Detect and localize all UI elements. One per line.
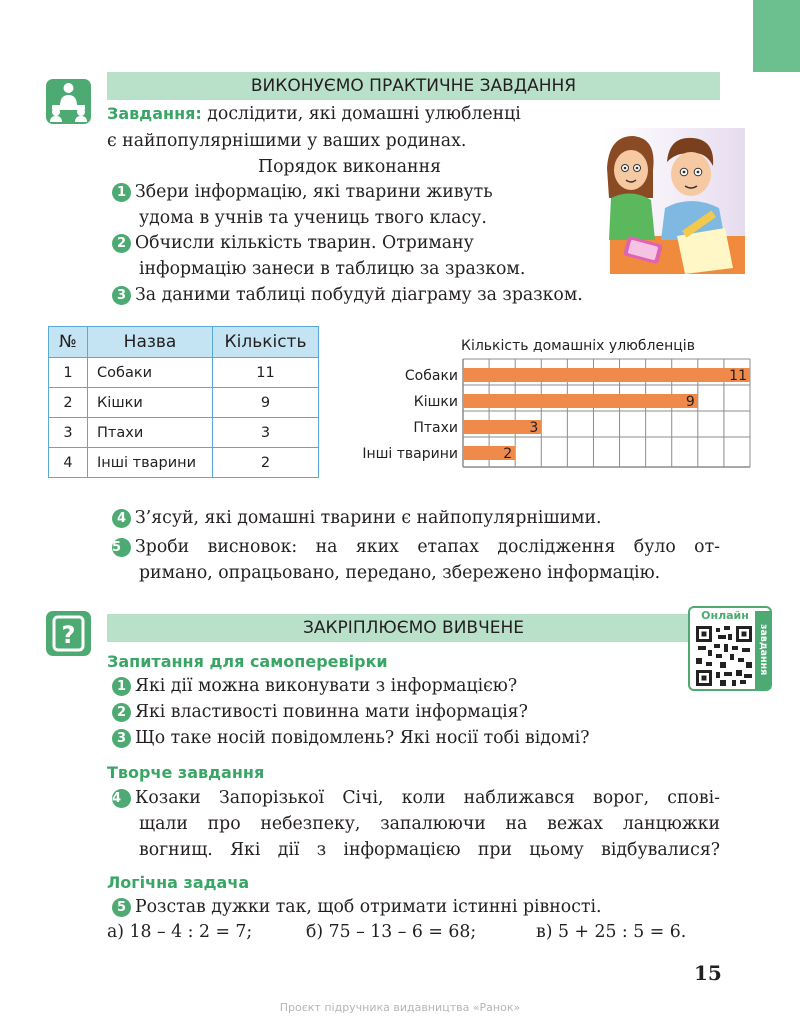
chart-data-label: 9 xyxy=(685,394,695,410)
step-5-line-1 xyxy=(112,537,720,557)
table-row xyxy=(49,448,319,478)
table-cell: 4 xyxy=(49,448,88,478)
step-5-text-1: Зроби висновок: на яких етапах дослідження було от- xyxy=(135,537,720,557)
table-cell: 2 xyxy=(213,448,319,478)
task-text-1: дослідити, які домашні улюбленці xyxy=(201,104,521,124)
step-2-line-1 xyxy=(112,233,474,253)
pets-table xyxy=(48,326,319,478)
table-header-row xyxy=(49,327,319,358)
practical-task-icon xyxy=(46,79,91,124)
step-3-line xyxy=(112,285,583,305)
procedure-title: Порядок виконання xyxy=(258,157,441,177)
equation-a-label: а) xyxy=(107,922,125,942)
step-5-badge: 5 xyxy=(112,538,131,557)
section-title-practical: ВИКОНУЄМО ПРАКТИЧНЕ ЗАВДАННЯ xyxy=(107,72,720,100)
question-1 xyxy=(112,676,517,696)
step-2-line-2: інформацію занеси в таблицю за зразком. xyxy=(139,259,526,279)
equation-b-expr: 75 – 13 – 6 = 68; xyxy=(328,922,477,942)
question-2 xyxy=(112,702,528,722)
table-row xyxy=(49,418,319,448)
table-cell: 3 xyxy=(49,418,88,448)
chart-data-label: 11 xyxy=(729,368,747,384)
table-header-cell: Назва xyxy=(88,327,213,358)
selfcheck-heading: Запитання для самоперевірки xyxy=(107,652,388,671)
chart-category-label: Собаки xyxy=(404,368,458,384)
svg-text:?: ? xyxy=(61,621,76,649)
table-cell: Кішки xyxy=(88,388,213,418)
question-3-text: Що таке носій повідомлень? Які носії тобі відомі? xyxy=(135,728,590,748)
chart-bar xyxy=(463,368,750,382)
equation-c xyxy=(536,922,686,942)
page-corner-tab xyxy=(753,0,800,72)
step-1-line-1 xyxy=(112,182,493,202)
step-3-text: За даними таблиці побудуй діаграму за зразком. xyxy=(135,285,583,305)
page-number: 15 xyxy=(694,961,722,985)
table-row xyxy=(49,358,319,388)
question-3-badge: 3 xyxy=(112,729,131,748)
creative-heading: Творче завдання xyxy=(107,763,265,782)
chart-data-label: 3 xyxy=(529,420,539,436)
equation-a xyxy=(107,922,252,942)
question-2-badge: 2 xyxy=(112,703,131,722)
qr-code-icon xyxy=(696,626,752,686)
step-4-line xyxy=(112,508,601,528)
creative-text-1: Козаки Запорізької Січі, коли наближався ворог, спові- xyxy=(135,788,720,808)
question-icon xyxy=(46,611,91,656)
pets-chart-svg xyxy=(330,330,760,475)
question-1-text: Які дії можна виконувати з інформацією? xyxy=(135,676,518,696)
step-2-badge: 2 xyxy=(112,234,131,253)
equation-c-expr: 5 + 25 : 5 = 6. xyxy=(557,922,687,942)
logic-task xyxy=(112,897,601,917)
section-title-review: ЗАКРІПЛЮЄМО ВИВЧЕНЕ xyxy=(107,614,720,642)
chart-data-label: 2 xyxy=(503,446,513,462)
chart-category-label: Інші тварини xyxy=(362,446,458,462)
step-2-text: Обчисли кількість тварин. Отриману xyxy=(135,233,474,253)
creative-line-1 xyxy=(112,788,720,808)
kids-illustration xyxy=(585,128,745,274)
table-cell: Інші тварини xyxy=(88,448,213,478)
step-1-line-2: удома в учнів та учениць твого класу. xyxy=(139,208,487,228)
online-side-strip xyxy=(755,611,771,689)
creative-line-3: вогнищ. Які дії з інформацією при цьому відбувалися? xyxy=(139,840,720,860)
online-side-label: завдання xyxy=(758,624,769,676)
creative-badge: 4 xyxy=(112,789,131,808)
chart-category-label: Кішки xyxy=(413,394,458,410)
table-cell: 1 xyxy=(49,358,88,388)
table-cell: Собаки xyxy=(88,358,213,388)
task-line-1 xyxy=(107,104,521,124)
creative-line-2: щали про небезпеку, запалюючи на вежах ланцюжки xyxy=(139,814,720,834)
table-cell: Птахи xyxy=(88,418,213,448)
task-label: Завдання: xyxy=(107,104,202,123)
step-4-badge: 4 xyxy=(112,509,131,528)
question-1-badge: 1 xyxy=(112,677,131,696)
question-3 xyxy=(112,728,590,748)
table-row xyxy=(49,388,319,418)
logic-badge: 5 xyxy=(112,898,131,917)
step-4-text: З’ясуй, які домашні тварини є найпопулярнішими. xyxy=(135,508,602,528)
online-tasks-qr[interactable] xyxy=(688,606,772,691)
step-5-line-2: римано, опрацьовано, передано, збережено інформацію. xyxy=(139,563,661,583)
chart-category-label: Птахи xyxy=(413,420,458,436)
chart-bar xyxy=(463,394,698,408)
table-header-cell: Кількість xyxy=(213,327,319,358)
equation-b xyxy=(306,922,476,942)
logic-text: Розстав дужки так, щоб отримати істинні рівності. xyxy=(135,897,602,917)
equation-b-label: б) xyxy=(306,922,324,942)
online-label: Онлайн xyxy=(701,609,749,622)
table-cell: 9 xyxy=(213,388,319,418)
logic-heading: Логічна задача xyxy=(107,873,250,892)
step-1-text: Збери інформацію, які тварини живуть xyxy=(135,182,493,202)
footer-note: Проєкт підручника видавництва «Ранок» xyxy=(279,1001,521,1014)
table-cell: 3 xyxy=(213,418,319,448)
equation-c-label: в) xyxy=(536,922,553,942)
step-3-badge: 3 xyxy=(112,286,131,305)
question-2-text: Які властивості повинна мати інформація? xyxy=(135,702,528,722)
chart-title: Кількість домашніх улюбленців xyxy=(461,338,695,354)
step-1-badge: 1 xyxy=(112,183,131,202)
equation-a-expr: 18 – 4 : 2 = 7; xyxy=(129,922,253,942)
table-cell: 11 xyxy=(213,358,319,388)
table-cell: 2 xyxy=(49,388,88,418)
pets-chart xyxy=(330,330,760,475)
table-header-cell: № xyxy=(49,327,88,358)
task-line-2: є найпопулярнішими у ваших родинах. xyxy=(107,131,467,151)
